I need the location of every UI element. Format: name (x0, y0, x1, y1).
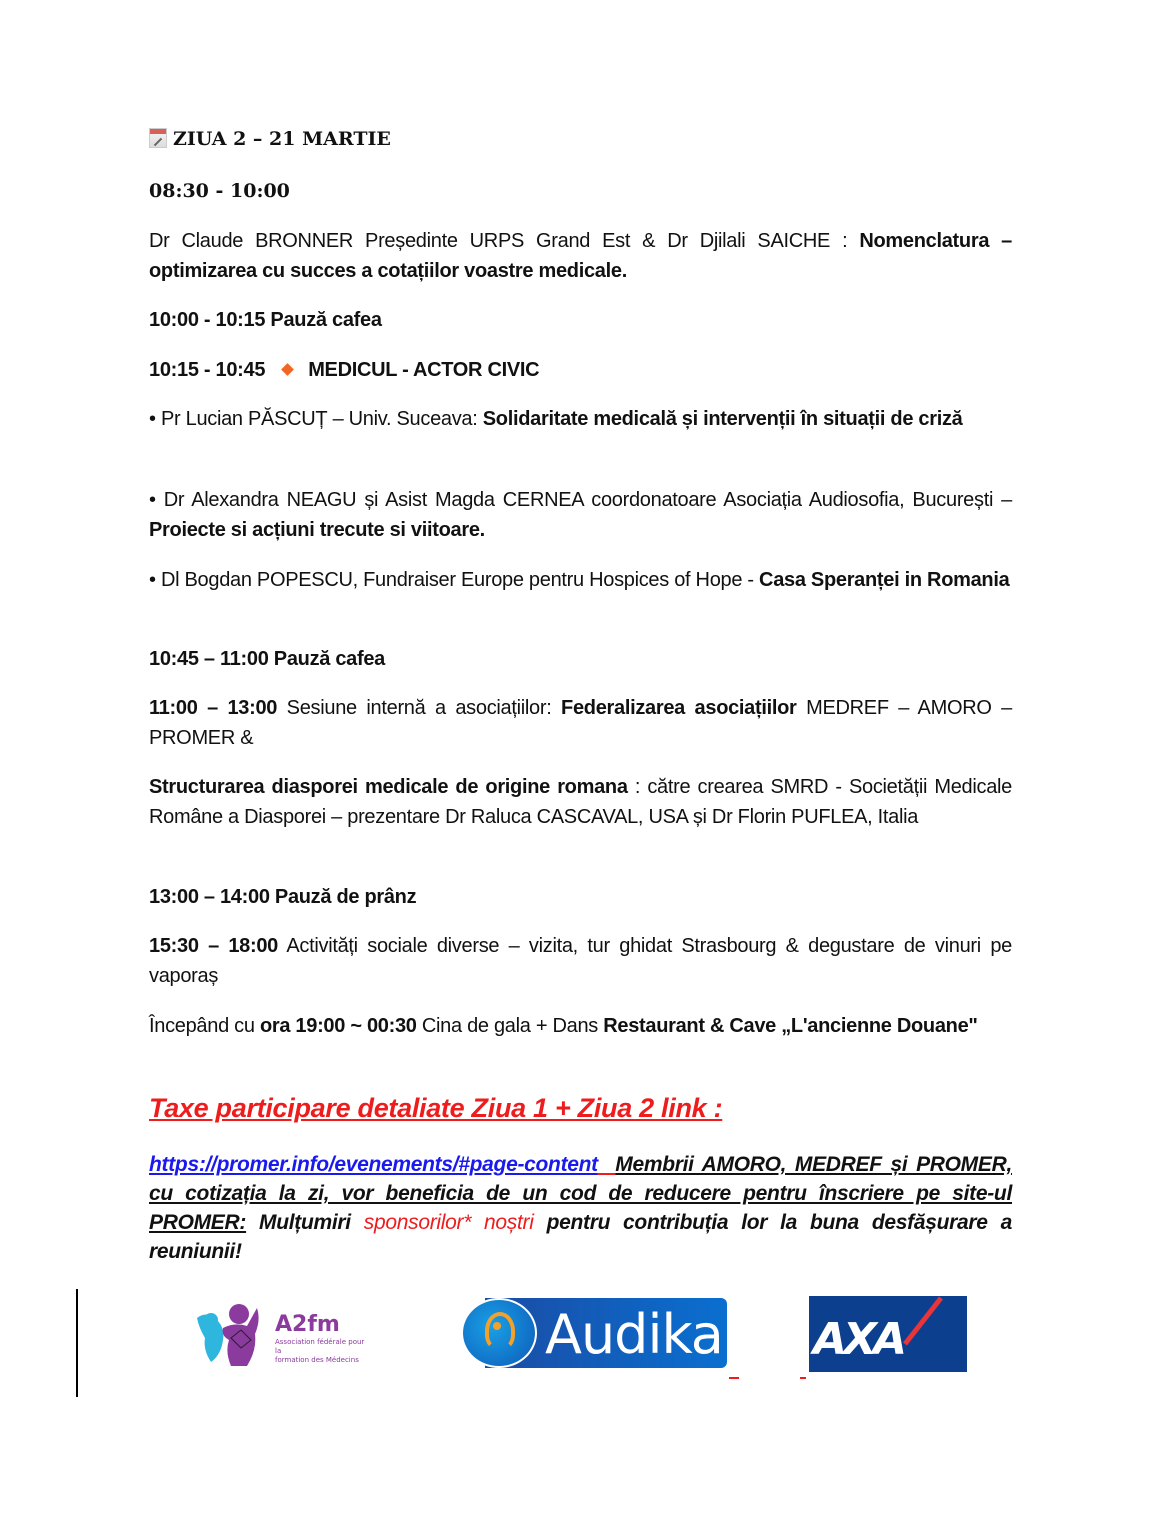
fees-info: https://promer.info/evenements/#page-content Membrii AMORO, MEDREF și PROMER, cu cotizația la zi, vor beneficia de un cod de reducere pentru înscriere pe site-ul PROMER: Mulțumiri sponsorilor* noștri pentru contribuția lor la buna desfășurare a reuniunii! (149, 1153, 1013, 1263)
session-time-1: 08:30 - 10:00 (149, 180, 290, 202)
axa-wordmark: AXA (813, 1314, 904, 1365)
sponsors-highlight: sponsorilor* noștri (363, 1211, 534, 1234)
underline-mark (729, 1377, 739, 1379)
coffee-break-2: 10:45 – 11:00 Pauză cafea (149, 648, 386, 670)
bullet-popescu: • Dl Bogdan POPESCU, Fundraiser Europe pentru Hospices of Hope - Casa Speranței in Romania (149, 569, 1010, 591)
fees-title: Taxe participare detaliate Ziua 1 + Ziua 2 link : (149, 1093, 723, 1123)
members-discount-text: Membrii AMORO, MEDREF și PROMER, cu cotizația la zi, vor beneficia de un cod de reducere pentru înscriere pe site-ul PROMER: (149, 1153, 1012, 1234)
underline-mark (800, 1377, 806, 1379)
session-nomenclatura: Dr Claude BRONNER Președinte URPS Grand Est & Dr Djilali SAICHE : Nomenclatura – optimizarea cu succes a cotațiilor voastre medicale. (149, 230, 1012, 282)
audika-logo (461, 1298, 727, 1368)
lunch-break: 13:00 – 14:00 Pauză de prânz (149, 886, 417, 908)
bullet-pascut: • Pr Lucian PĂSCUȚ – Univ. Suceava: Solidaritate medicală și intervenții în situații de criză (149, 408, 963, 430)
a2fm-logo (195, 1300, 365, 1372)
session-gala-dinner: Începând cu ora 19:00 ~ 00:30 Cina de gala + Dans Restaurant & Cave „L'ancienne Douane" (149, 1015, 978, 1037)
promer-events-link[interactable]: https://promer.info/evenements/#page-content (149, 1153, 598, 1176)
session-diaspora: Structurarea diasporei medicale de origine romana : către crearea SMRD - Societății Medicale Române a Diasporei – prezentare Dr Raluca CASCAVAL, USA și Dr Florin PUFLEA, Italia (149, 776, 1012, 828)
coffee-break-1: 10:00 - 10:15 Pauză cafea (149, 309, 382, 331)
session-federalizare: 11:00 – 13:00 Sesiune internă a asociațiilor: Federalizarea asociațiilor MEDREF – AMORO – PROMER & (149, 697, 1012, 749)
session-medicul-actor-civic: 10:15 - 10:45 MEDICUL - ACTOR CIVIC (149, 359, 540, 381)
session-social-activities: 15:30 – 18:00 Activități sociale diverse – vizita, tur ghidat Strasbourg & degustare de vinuri pe vaporaș (149, 935, 1012, 987)
ear-icon (461, 1298, 537, 1368)
calendar-icon (149, 128, 167, 148)
axa-logo (809, 1296, 967, 1372)
orange-diamond-icon (281, 363, 294, 376)
a2fm-subtitle: Association fédérale pour la formation des Médecins (275, 1338, 365, 1364)
day-heading: ZIUA 2 – 21 MARTIE (149, 124, 1012, 154)
audika-wordmark: Audika (545, 1303, 723, 1366)
margin-line (76, 1289, 78, 1397)
a2fm-wordmark: A2fm (275, 1312, 340, 1337)
bullet-neagu-cernea: • Dr Alexandra NEAGU și Asist Magda CERNEA coordonatoare Asociația Audiosofia, București –Proiecte si acțiuni trecute si viitoare. (149, 489, 1012, 541)
